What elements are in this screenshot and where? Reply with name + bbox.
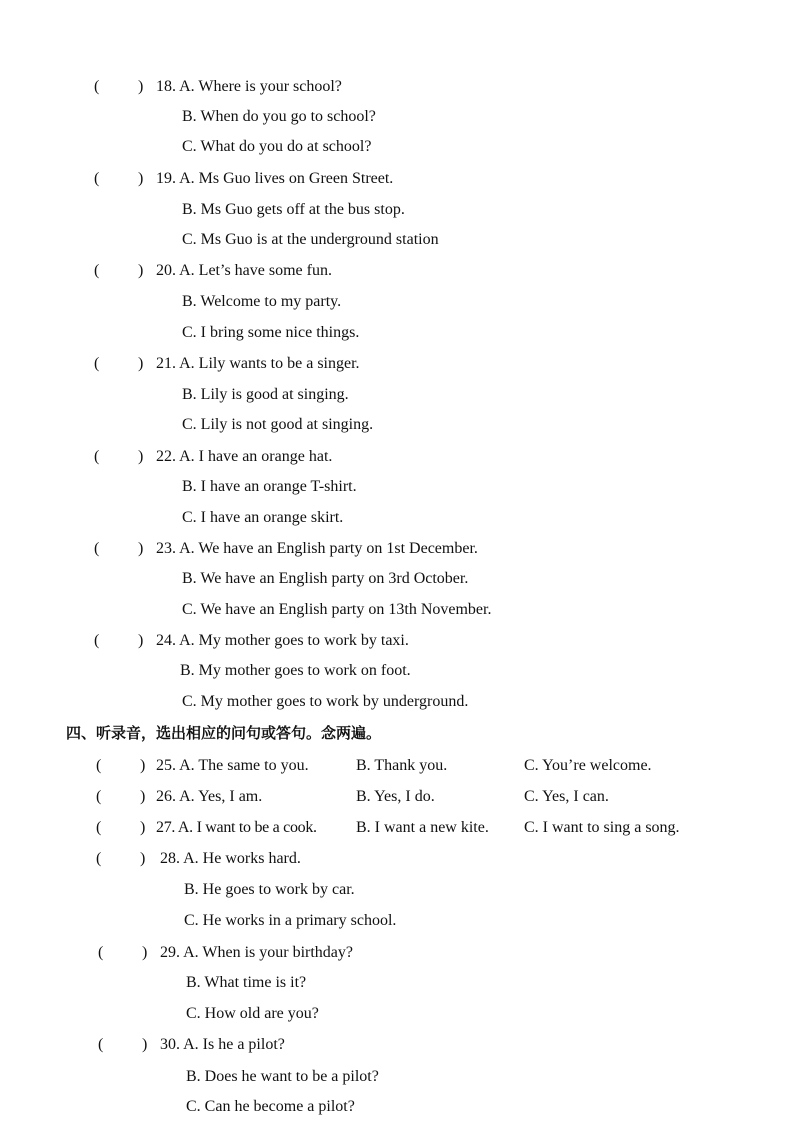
paren-open: ( (94, 448, 100, 465)
q18-option-c: C. What do you do at school? (182, 138, 372, 155)
paren-open: ( (96, 819, 102, 836)
q18-option-a: 18. A. Where is your school? (156, 78, 342, 95)
q26-option-a: 26. A. Yes, I am. (156, 788, 263, 805)
paren-close: ) (138, 78, 144, 95)
paren-close: ) (140, 850, 146, 867)
q28-option-c: C. He works in a primary school. (184, 912, 397, 929)
paren-close: ) (142, 944, 148, 961)
q19-option-b: B. Ms Guo gets off at the bus stop. (182, 201, 405, 218)
paren-open: ( (94, 540, 100, 557)
paren-close: ) (142, 1036, 148, 1053)
paren-open: ( (96, 850, 102, 867)
q23-option-b: B. We have an English party on 3rd October. (182, 570, 469, 587)
q19-option-a: 19. A. Ms Guo lives on Green Street. (156, 170, 394, 187)
q25-option-a: 25. A. The same to you. (156, 757, 309, 774)
q30-option-c: C. Can he become a pilot? (186, 1098, 355, 1115)
q29-option-a: 29. A. When is your birthday? (160, 944, 354, 961)
q21-option-b: B. Lily is good at singing. (182, 386, 349, 403)
q22-option-c: C. I have an orange skirt. (182, 509, 344, 526)
q30-option-b: B. Does he want to be a pilot? (186, 1068, 379, 1085)
q29-option-c: C. How old are you? (186, 1005, 319, 1022)
section-4-heading: 四、听录音，选出相应的问句或答句。念两遍。 (66, 724, 382, 742)
q28-option-b: B. He goes to work by car. (184, 881, 355, 898)
paren-close: ) (140, 819, 146, 836)
q27-option-a: 27. A. I want to be a cook. (156, 819, 317, 836)
q20-option-c: C. I bring some nice things. (182, 324, 360, 341)
q30-option-a: 30. A. Is he a pilot? (160, 1036, 285, 1053)
q21-option-c: C. Lily is not good at singing. (182, 416, 374, 433)
q28-option-a: 28. A. He works hard. (160, 850, 301, 867)
q24-option-c: C. My mother goes to work by underground. (182, 693, 469, 710)
q23-option-a: 23. A. We have an English party on 1st December. (156, 540, 478, 557)
q22-option-a: 22. A. I have an orange hat. (156, 448, 333, 465)
q20-option-a: 20. A. Let’s have some fun. (156, 262, 332, 279)
paren-open: ( (94, 262, 100, 279)
paren-close: ) (138, 170, 144, 187)
q26-option-c: C. Yes, I can. (524, 788, 609, 805)
paren-close: ) (138, 448, 144, 465)
paren-open: ( (98, 944, 104, 961)
q20-option-b: B. Welcome to my party. (182, 293, 342, 310)
paren-open: ( (94, 78, 100, 95)
q27-option-c: C. I want to sing a song. (524, 819, 680, 836)
q19-option-c: C. Ms Guo is at the underground station (182, 231, 439, 248)
paren-open: ( (96, 788, 102, 805)
q21-option-a: 21. A. Lily wants to be a singer. (156, 355, 360, 372)
paren-close: ) (138, 540, 144, 557)
paren-close: ) (140, 757, 146, 774)
paren-close: ) (138, 262, 144, 279)
q26-option-b: B. Yes, I do. (356, 788, 435, 805)
paren-open: ( (94, 170, 100, 187)
q24-option-b: B. My mother goes to work on foot. (180, 662, 411, 679)
paren-open: ( (94, 355, 100, 372)
q24-option-a: 24. A. My mother goes to work by taxi. (156, 632, 409, 649)
paren-open: ( (96, 757, 102, 774)
paren-open: ( (94, 632, 100, 649)
q23-option-c: C. We have an English party on 13th November. (182, 601, 492, 618)
paren-open: ( (98, 1036, 104, 1053)
q27-option-b: B. I want a new kite. (356, 819, 489, 836)
q29-option-b: B. What time is it? (186, 974, 307, 991)
q22-option-b: B. I have an orange T-shirt. (182, 478, 357, 495)
paren-close: ) (140, 788, 146, 805)
q25-option-c: C. You’re welcome. (524, 757, 652, 774)
paren-close: ) (138, 632, 144, 649)
paren-close: ) (138, 355, 144, 372)
q25-option-b: B. Thank you. (356, 757, 448, 774)
q18-option-b: B. When do you go to school? (182, 108, 376, 125)
